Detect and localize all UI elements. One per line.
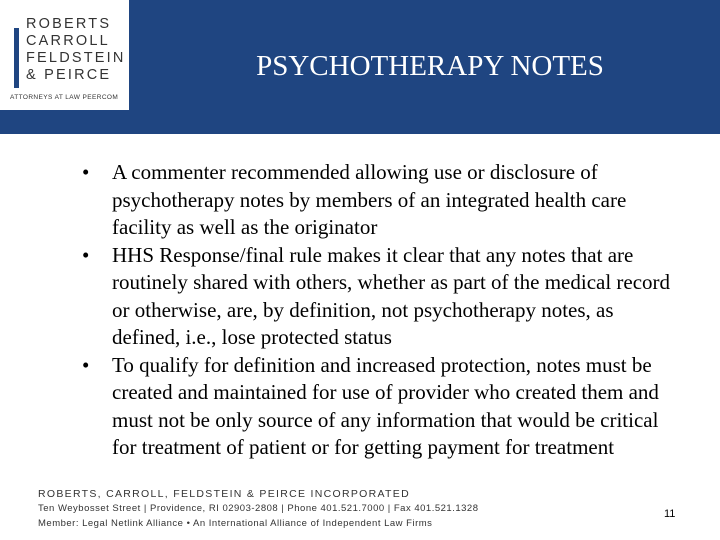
logo-accent-bar [14, 28, 19, 88]
footer [38, 487, 478, 531]
bullet-item [80, 352, 680, 462]
bullet-marker: • [82, 160, 90, 184]
logo-tagline: ATTORNEYS AT LAW PEERCOM [10, 94, 119, 101]
logo-wordmark [26, 16, 126, 84]
bullet-item [80, 242, 680, 352]
bullet-text: HHS Response/final rule makes it clear that any notes that are routinely shared with others, whether as part of the medical record or otherwise, are, by definition, not psychotherapy notes, as defined, i.e., lose protected status [112, 242, 671, 349]
bullet-list [80, 159, 680, 462]
page-number: 11 [664, 508, 676, 520]
footer-firm-name: ROBERTS, CARROLL, FELDSTEIN & PEIRCE INCORPORATED [38, 488, 410, 500]
bullet-text: A commenter recommended allowing use or disclosure of psychotherapy notes by members of an integrated health care facility as well as the originator [112, 160, 627, 239]
logo-line: ROBERTS [26, 16, 112, 32]
bullet-marker: • [82, 242, 90, 267]
footer-address: Ten Weybosset Street | Providence, RI 02903-2808 | Phone 401.521.7000 | Fax 401.521.1328 [38, 503, 479, 514]
bullet-marker: • [82, 352, 90, 377]
logo-line: FELDSTEIN [26, 50, 126, 66]
title-banner [0, 0, 720, 134]
slide-title: PSYCHOTHERAPY NOTES [256, 50, 604, 82]
bullet-item [80, 159, 680, 242]
logo-line: & PEIRCE [26, 67, 112, 83]
footer-member: Member: Legal Netlink Alliance • An International Alliance of Independent Law Firms [38, 517, 433, 529]
bullet-text: To qualify for definition and increased protection, notes must be created and maintained for use of provider who created them and must not be only source of any information that would be critical for treatment of patient or for getting payment for treatment [112, 352, 659, 459]
firm-logo [0, 0, 129, 110]
logo-line: CARROLL [26, 33, 110, 49]
